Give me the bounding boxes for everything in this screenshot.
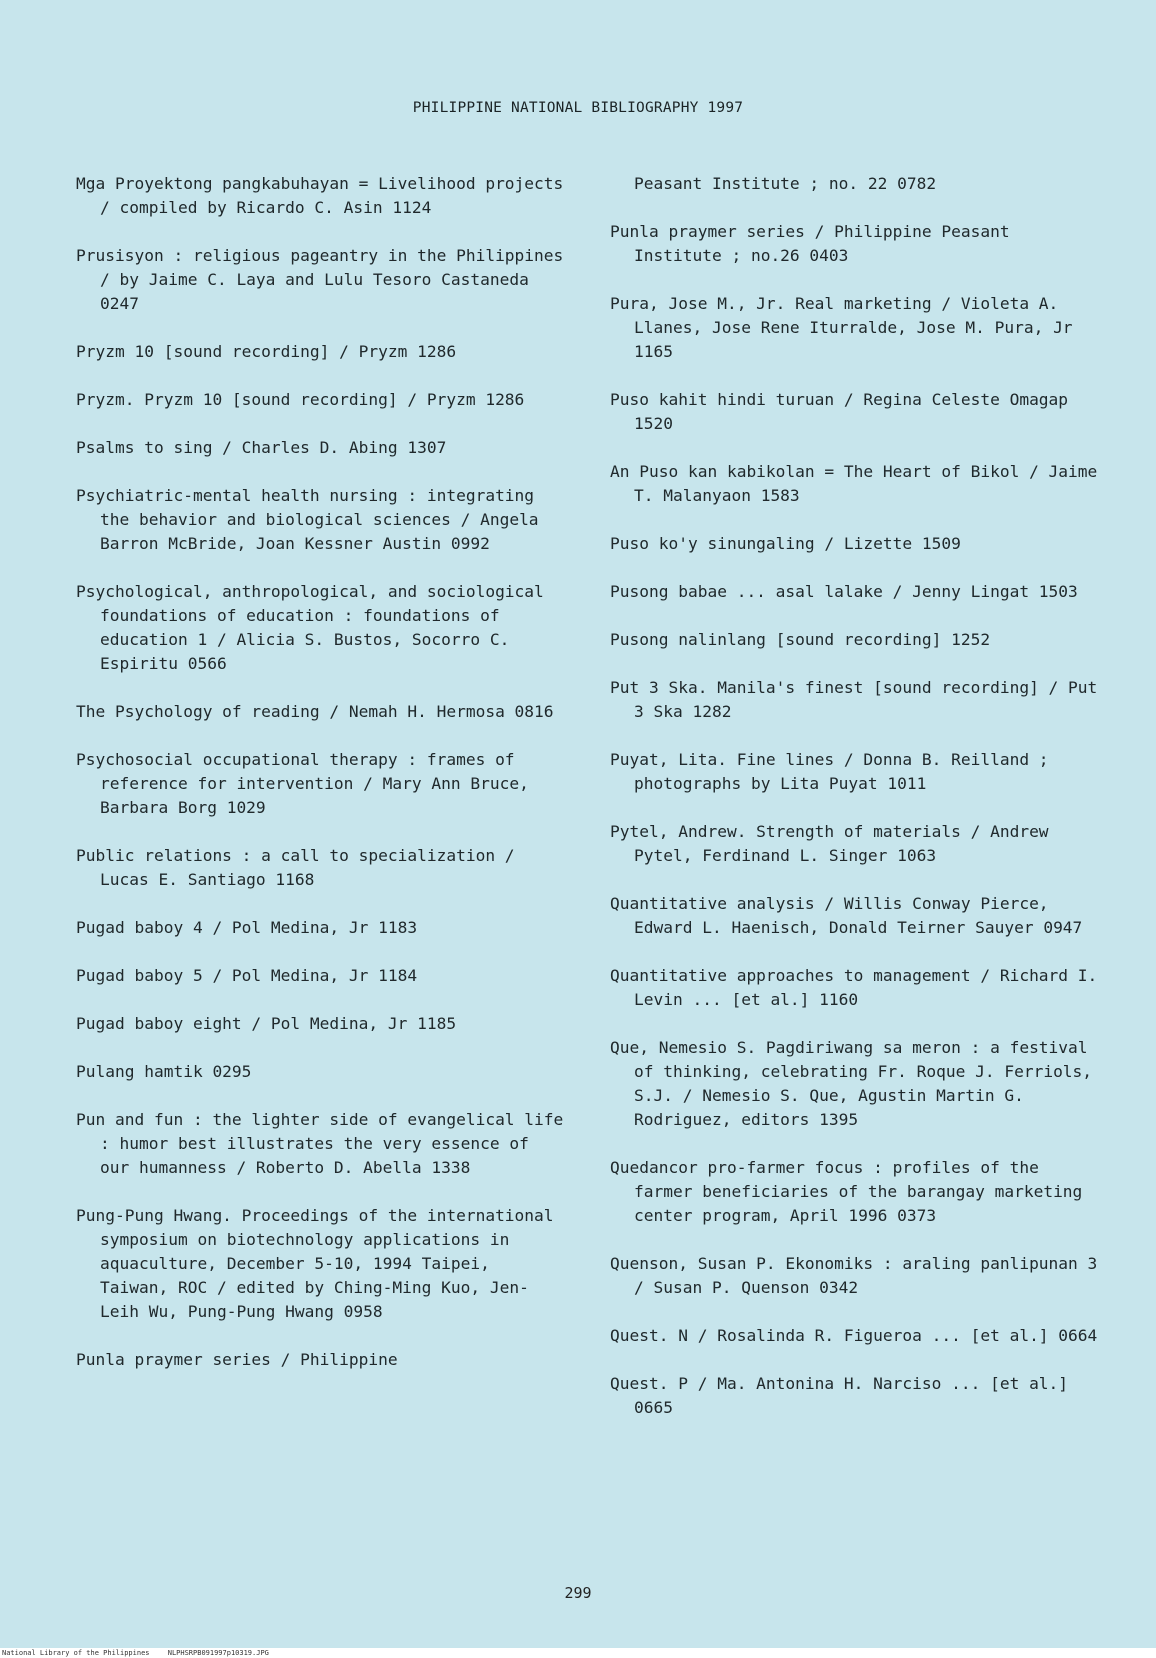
scan-footer	[0, 1648, 1156, 1658]
bibliography-entry: Pugad baboy 4 / Pol Medina, Jr 1183	[76, 918, 418, 937]
bibliography-entry: Pulang hamtik 0295	[76, 1062, 252, 1081]
bibliography-entry: Pryzm 10 [sound recording] / Pryzm 1286	[76, 342, 457, 361]
bibliography-entry: Que, Nemesio S. Pagdiriwang sa meron : a festival of thinking, celebrating Fr. Roque J. Ferriols, S.J. / Nemesio S. Que, Agustin Martin G. Rodriguez, editors 1395	[610, 1038, 1093, 1129]
bibliography-entry: Puso kahit hindi turuan / Regina Celeste Omagap 1520	[610, 390, 1069, 433]
bibliography-entry: Quedancor pro-farmer focus : profiles of the farmer beneficiaries of the barangay marketing center program, April 1996 0373	[610, 1158, 1083, 1225]
bibliography-entry: Quantitative approaches to management / Richard I. Levin ... [et al.] 1160	[610, 966, 1098, 1009]
bibliography-entry: Pusong babae ... asal lalake / Jenny Lingat 1503	[610, 582, 1078, 601]
bibliography-entry: Psychological, anthropological, and sociological foundations of education : foundations of education 1 / Alicia S. Bustos, Socorro C. Espiritu 0566	[76, 582, 544, 673]
bibliography-entry: Put 3 Ska. Manila's finest [sound recording] / Put 3 Ska 1282	[610, 678, 1098, 721]
bibliography-entry: Quest. N / Rosalinda R. Figueroa ... [et al.] 0664	[610, 1326, 1098, 1345]
bibliography-entry: Quenson, Susan P. Ekonomiks : araling panlipunan 3 / Susan P. Quenson 0342	[610, 1254, 1098, 1297]
right-column	[610, 172, 1100, 1444]
bibliography-entry: Mga Proyektong pangkabuhayan = Livelihood projects / compiled by Ricardo C. Asin 1124	[76, 174, 564, 217]
left-column	[76, 172, 566, 1396]
bibliography-entry: Pytel, Andrew. Strength of materials / Andrew Pytel, Ferdinand L. Singer 1063	[610, 822, 1049, 865]
bibliography-entry: Pusong nalinlang [sound recording] 1252	[610, 630, 991, 649]
footer-file-code: NLPHSRPB091997p10319.JPG	[167, 1649, 269, 1657]
bibliography-entry: The Psychology of reading / Nemah H. Hermosa 0816	[76, 702, 554, 721]
bibliography-entry: Pugad baboy eight / Pol Medina, Jr 1185	[76, 1014, 457, 1033]
footer-library: National Library of the Philippines	[2, 1649, 150, 1657]
bibliography-entry: Punla praymer series / Philippine Peasant Institute ; no.26 0403	[610, 222, 1010, 265]
bibliography-entry: Psychosocial occupational therapy : frames of reference for intervention / Mary Ann Bruce, Barbara Borg 1029	[76, 750, 529, 817]
bibliography-entry: Psalms to sing / Charles D. Abing 1307	[76, 438, 447, 457]
bibliography-entry-continuation: Peasant Institute ; no. 22 0782	[634, 174, 937, 193]
bibliography-entry: Puyat, Lita. Fine lines / Donna B. Reilland ; photographs by Lita Puyat 1011	[610, 750, 1049, 793]
bibliography-entry: Quest. P / Ma. Antonina H. Narciso ... [et al.] 0665	[610, 1374, 1069, 1417]
page-header: PHILIPPINE NATIONAL BIBLIOGRAPHY 1997	[412, 100, 744, 116]
bibliography-entry: Public relations : a call to specialization / Lucas E. Santiago 1168	[76, 846, 515, 889]
bibliography-entry: Pryzm. Pryzm 10 [sound recording] / Pryzm 1286	[76, 390, 525, 409]
bibliography-entry: Pura, Jose M., Jr. Real marketing / Violeta A. Llanes, Jose Rene Iturralde, Jose M. Pura, Jr 1165	[610, 294, 1073, 361]
bibliography-entry: Puso ko'y sinungaling / Lizette 1509	[610, 534, 961, 553]
page-number: 299	[564, 1584, 592, 1602]
bibliography-entry: Psychiatric-mental health nursing : integrating the behavior and biological sciences / Angela Barron McBride, Joan Kessner Austin 0992	[76, 486, 539, 553]
bibliography-entry: Pung-Pung Hwang. Proceedings of the international symposium on biotechnology applications in aquaculture, December 5-10, 1994 Taipei, Taiwan, ROC / edited by Ching-Ming Kuo, Jen-Leih Wu, Pung-Pung Hwang 0958	[76, 1206, 554, 1321]
bibliography-entry: Punla praymer series / Philippine	[76, 1350, 398, 1369]
bibliography-entry: Pun and fun : the lighter side of evangelical life : humor best illustrates the very essence of our humanness / Roberto D. Abella 1338	[76, 1110, 564, 1177]
bibliography-entry: An Puso kan kabikolan = The Heart of Bikol / Jaime T. Malanyaon 1583	[610, 462, 1098, 505]
bibliography-entry: Prusisyon : religious pageantry in the Philippines / by Jaime C. Laya and Lulu Tesoro Castaneda 0247	[76, 246, 564, 313]
bibliography-entry: Pugad baboy 5 / Pol Medina, Jr 1184	[76, 966, 418, 985]
bibliography-entry: Quantitative analysis / Willis Conway Pierce, Edward L. Haenisch, Donald Teirner Sauyer 0947	[610, 894, 1083, 937]
